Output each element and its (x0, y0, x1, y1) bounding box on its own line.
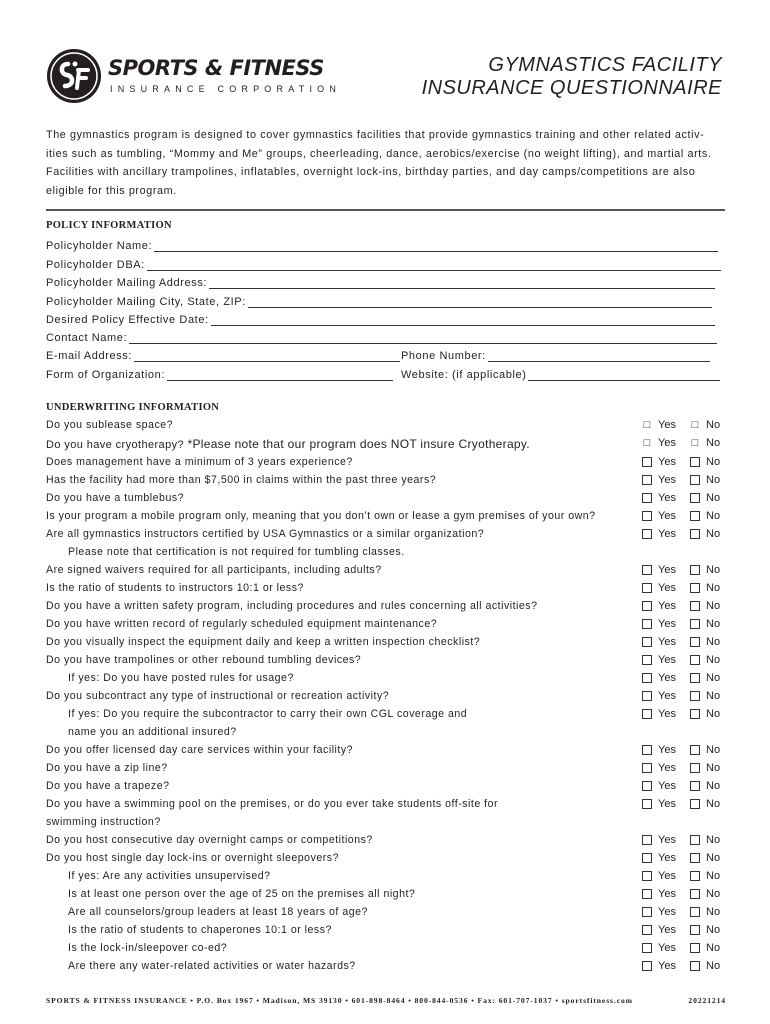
question-equipment-inspection: Do you visually inspect the equipment daily and keep a written inspection checklist? (46, 636, 481, 648)
yes-checkbox[interactable] (642, 673, 652, 683)
no-checkbox[interactable]: □ (691, 437, 699, 449)
yes-checkbox[interactable] (642, 529, 652, 539)
yes-label: Yes (658, 456, 676, 468)
yes-option[interactable] (642, 528, 676, 540)
no-label: No (706, 510, 721, 522)
no-option[interactable] (690, 582, 720, 594)
yes-option[interactable] (642, 510, 676, 522)
no-label: No (706, 744, 721, 756)
yes-label: Yes (658, 762, 676, 774)
yes-option[interactable] (642, 419, 676, 431)
no-option[interactable] (690, 924, 720, 936)
email-field[interactable] (46, 346, 400, 362)
policy-heading: POLICY INFORMATION (46, 220, 172, 231)
no-checkbox[interactable] (690, 835, 700, 845)
yes-checkbox[interactable]: □ (643, 419, 651, 431)
no-label: No (706, 834, 721, 846)
yes-option[interactable] (642, 564, 676, 576)
yes-option[interactable] (642, 456, 676, 468)
phone-field[interactable] (401, 346, 710, 362)
no-label: No (706, 600, 721, 612)
cryotherapy-note: *Please note that our program does NOT insure Cryotherapy. (187, 437, 530, 451)
question-claims-history: Has the facility had more than $7,500 in claims within the past three years? (46, 474, 437, 486)
mailing-address-field[interactable] (46, 273, 715, 289)
yes-label: Yes (658, 906, 676, 918)
no-label: No (706, 618, 721, 630)
no-option[interactable] (690, 437, 720, 449)
field-label: Contact Name: (46, 332, 128, 344)
yes-checkbox[interactable] (642, 601, 652, 611)
certification-note: Please note that certification is not required for tumbling classes. (68, 546, 405, 558)
yes-label: Yes (658, 618, 676, 630)
page-title-line-2: INSURANCE QUESTIONNAIRE (421, 77, 722, 99)
question-trapeze: Do you have a trapeze? (46, 780, 170, 792)
yes-option[interactable] (642, 672, 676, 684)
yes-option[interactable] (642, 852, 676, 864)
no-option[interactable] (690, 492, 720, 504)
no-checkbox[interactable] (690, 601, 700, 611)
no-option[interactable] (690, 852, 720, 864)
yes-option[interactable] (642, 600, 676, 612)
question-cryotherapy (46, 437, 530, 451)
question-cryotherapy-text: Do you have cryotherapy? (46, 439, 185, 451)
yes-label: Yes (658, 600, 676, 612)
no-option[interactable] (690, 780, 720, 792)
contact-name-field[interactable] (46, 328, 717, 344)
contact-name-line[interactable] (129, 333, 717, 344)
yes-label: Yes (658, 690, 676, 702)
yes-option[interactable] (642, 744, 676, 756)
no-label: No (706, 564, 721, 576)
yes-label: Yes (658, 744, 676, 756)
no-checkbox[interactable] (690, 853, 700, 863)
no-label: No (706, 924, 721, 936)
yes-option[interactable] (642, 870, 676, 882)
no-checkbox[interactable] (690, 565, 700, 575)
no-label: No (706, 960, 721, 972)
question-overnight-camps: Do you host consecutive day overnight camps or competitions? (46, 834, 373, 846)
no-option[interactable] (690, 636, 720, 648)
mailing-city-state-zip-field[interactable] (46, 292, 712, 308)
yes-checkbox[interactable] (642, 691, 652, 701)
no-checkbox[interactable] (690, 943, 700, 953)
field-label: Desired Policy Effective Date: (46, 314, 209, 326)
yes-option[interactable] (642, 762, 676, 774)
yes-option[interactable] (642, 960, 676, 972)
yes-checkbox[interactable] (642, 799, 652, 809)
no-checkbox[interactable] (690, 583, 700, 593)
yes-checkbox[interactable] (642, 745, 652, 755)
question-equipment-maintenance: Do you have written record of regularly scheduled equipment maintenance? (46, 618, 438, 630)
yes-checkbox[interactable] (642, 619, 652, 629)
effective-date-line[interactable] (211, 315, 715, 326)
yes-checkbox[interactable] (642, 925, 652, 935)
field-label: Phone Number: (401, 350, 486, 362)
policyholder-dba-line[interactable] (147, 260, 721, 271)
no-label: No (706, 474, 721, 486)
no-checkbox[interactable] (690, 529, 700, 539)
yes-option[interactable] (642, 654, 676, 666)
no-option[interactable] (690, 672, 720, 684)
no-label: No (706, 437, 721, 449)
yes-label: Yes (658, 582, 676, 594)
no-label: No (706, 852, 721, 864)
yes-label: Yes (658, 636, 676, 648)
yes-checkbox[interactable] (642, 493, 652, 503)
no-checkbox[interactable] (690, 889, 700, 899)
no-checkbox[interactable] (690, 511, 700, 521)
no-option[interactable] (690, 600, 720, 612)
question-chaperone-ratio: Is the ratio of students to chaperones 10:1 or less? (68, 924, 332, 936)
policyholder-name-field[interactable] (46, 236, 718, 252)
yes-label: Yes (658, 924, 676, 936)
policyholder-dba-field[interactable] (46, 255, 721, 271)
no-option[interactable] (690, 870, 720, 882)
yes-label: Yes (658, 798, 676, 810)
yes-label: Yes (658, 492, 676, 504)
yes-label: Yes (658, 437, 676, 449)
email-line[interactable] (134, 351, 400, 362)
no-checkbox[interactable] (690, 457, 700, 467)
no-label: No (706, 528, 721, 540)
question-instructor-ratio: Is the ratio of students to instructors 10:1 or less? (46, 582, 304, 594)
field-label: Policyholder Mailing Address: (46, 277, 208, 289)
no-label: No (706, 419, 721, 431)
yes-checkbox[interactable] (642, 475, 652, 485)
yes-option[interactable] (642, 437, 676, 449)
field-label: Policyholder Mailing City, State, ZIP: (46, 296, 246, 308)
footer-contact: SPORTS & FITNESS INSURANCE • P.O. Box 1967 • Madison, MS 39130 • 601-898-8464 • 800-844-0536 • Fax: 601-707-1037 • sportsfitness.com (46, 996, 633, 1005)
no-label: No (706, 708, 721, 720)
form-of-organization-field[interactable] (46, 365, 393, 381)
no-option[interactable] (690, 708, 720, 720)
question-safety-program: Do you have a written safety program, including procedures and rules concerning all activities? (46, 600, 538, 612)
yes-option[interactable] (642, 906, 676, 918)
no-label: No (706, 888, 721, 900)
intro-paragraph (46, 126, 726, 200)
yes-option[interactable] (642, 834, 676, 846)
no-label: No (706, 870, 721, 882)
yes-checkbox[interactable] (642, 709, 652, 719)
no-checkbox[interactable] (690, 619, 700, 629)
no-option[interactable] (690, 690, 720, 702)
yes-option[interactable] (642, 798, 676, 810)
no-option[interactable] (690, 654, 720, 666)
mailing-city-state-zip-line[interactable] (248, 297, 712, 308)
question-counselor-age: Are all counselors/group leaders at least 18 years of age? (68, 906, 368, 918)
no-label: No (706, 780, 721, 792)
no-option[interactable] (690, 528, 720, 540)
section-divider (46, 209, 725, 211)
intro-line-3: Facilities with ancillary trampolines, inflatables, overnight lock-ins, birthday parties, and day camps/competitions are also (46, 166, 696, 178)
yes-checkbox[interactable] (642, 961, 652, 971)
no-label: No (706, 654, 721, 666)
no-label: No (706, 582, 721, 594)
yes-checkbox[interactable] (642, 871, 652, 881)
yes-option[interactable] (642, 708, 676, 720)
no-checkbox[interactable] (690, 745, 700, 755)
question-adult-present: Is at least one person over the age of 25 on the premises all night? (68, 888, 416, 900)
question-co-ed: Is the lock-in/sleepover co-ed? (68, 942, 228, 954)
policyholder-name-line[interactable] (154, 241, 718, 252)
yes-label: Yes (658, 564, 676, 576)
field-label: E-mail Address: (46, 350, 133, 362)
yes-option[interactable] (642, 780, 676, 792)
question-unsupervised: If yes: Are any activities unsupervised? (68, 870, 271, 882)
yes-label: Yes (658, 510, 676, 522)
mailing-address-line[interactable] (209, 278, 715, 289)
question-day-care: Do you offer licensed day care services within your facility? (46, 744, 354, 756)
no-option[interactable] (690, 510, 720, 522)
intro-line-1: The gymnastics program is designed to cover gymnastics facilities that provide gymnastics training and other related activ- (46, 129, 705, 141)
field-label: Website: (if applicable) (401, 369, 527, 381)
yes-label: Yes (658, 870, 676, 882)
yes-option[interactable] (642, 924, 676, 936)
field-label: Policyholder DBA: (46, 259, 145, 271)
no-option[interactable] (690, 744, 720, 756)
yes-label: Yes (658, 419, 676, 431)
no-option[interactable] (690, 456, 720, 468)
yes-option[interactable] (642, 690, 676, 702)
question-sublease: Do you sublease space? (46, 419, 174, 431)
yes-option[interactable] (642, 492, 676, 504)
brand-subtitle: INSURANCE CORPORATION (110, 84, 342, 94)
yes-label: Yes (658, 960, 676, 972)
yes-label: Yes (658, 780, 676, 792)
no-label: No (706, 492, 721, 504)
no-option[interactable] (690, 798, 720, 810)
question-subcontract: Do you subcontract any type of instructional or recreation activity? (46, 690, 390, 702)
no-checkbox[interactable] (690, 691, 700, 701)
yes-checkbox[interactable] (642, 565, 652, 575)
no-checkbox[interactable] (690, 961, 700, 971)
footer (46, 996, 726, 1005)
yes-label: Yes (658, 654, 676, 666)
question-instructor-certification: Are all gymnastics instructors certified by USA Gymnastics or a similar organization? (46, 528, 485, 540)
no-label: No (706, 636, 721, 648)
question-zip-line: Do you have a zip line? (46, 762, 168, 774)
yes-checkbox[interactable]: □ (643, 437, 651, 449)
company-logo-icon (46, 48, 102, 104)
yes-checkbox[interactable] (642, 583, 652, 593)
question-tumblebus: Do you have a tumblebus? (46, 492, 185, 504)
no-checkbox[interactable] (690, 799, 700, 809)
yes-label: Yes (658, 834, 676, 846)
yes-checkbox[interactable] (642, 853, 652, 863)
no-checkbox[interactable] (690, 637, 700, 647)
footer-code: 20221214 (688, 996, 726, 1005)
no-option[interactable] (690, 834, 720, 846)
no-checkbox[interactable] (690, 925, 700, 935)
no-label: No (706, 672, 721, 684)
no-checkbox[interactable] (690, 475, 700, 485)
yes-checkbox[interactable] (642, 655, 652, 665)
no-option[interactable] (690, 906, 720, 918)
question-water-hazards: Are there any water-related activities or water hazards? (68, 960, 356, 972)
no-option[interactable] (690, 564, 720, 576)
no-checkbox[interactable]: □ (691, 419, 699, 431)
question-lock-ins: Do you host single day lock-ins or overnight sleepovers? (46, 852, 339, 864)
yes-checkbox[interactable] (642, 637, 652, 647)
page-title (422, 54, 722, 100)
question-posted-rules: If yes: Do you have posted rules for usage? (68, 672, 294, 684)
page-title-line-1: GYMNASTICS FACILITY (488, 54, 722, 76)
effective-date-field[interactable] (46, 310, 715, 326)
no-label: No (706, 762, 721, 774)
no-checkbox[interactable] (690, 907, 700, 917)
yes-checkbox[interactable] (642, 457, 652, 467)
no-option[interactable] (690, 618, 720, 630)
yes-option[interactable] (642, 474, 676, 486)
yes-option[interactable] (642, 636, 676, 648)
question-subcontractor-cgl-cont: name you an additional insured? (68, 726, 237, 738)
intro-line-2: ities such as tumbling, “Mommy and Me” groups, cheerleading, dance, aerobics/exercise (no weight lifting), and martial arts. (46, 147, 712, 160)
yes-option[interactable] (642, 582, 676, 594)
website-field[interactable] (401, 365, 720, 381)
question-signed-waivers: Are signed waivers required for all participants, including adults? (46, 564, 382, 576)
yes-label: Yes (658, 708, 676, 720)
field-label: Policyholder Name: (46, 240, 153, 252)
no-checkbox[interactable] (690, 709, 700, 719)
no-label: No (706, 690, 721, 702)
yes-option[interactable] (642, 942, 676, 954)
no-checkbox[interactable] (690, 673, 700, 683)
yes-checkbox[interactable] (642, 889, 652, 899)
question-management-experience: Does management have a minimum of 3 years experience? (46, 456, 353, 468)
brand-name: SPORTS & FITNESS (108, 56, 324, 80)
form-of-organization-line[interactable] (167, 370, 393, 381)
no-checkbox[interactable] (690, 871, 700, 881)
yes-checkbox[interactable] (642, 763, 652, 773)
yes-label: Yes (658, 852, 676, 864)
question-subcontractor-cgl: If yes: Do you require the subcontractor to carry their own CGL coverage and (68, 708, 468, 720)
no-checkbox[interactable] (690, 781, 700, 791)
yes-label: Yes (658, 528, 676, 540)
question-swimming-pool-cont: swimming instruction? (46, 816, 161, 828)
no-label: No (706, 942, 721, 954)
underwriting-heading: UNDERWRITING INFORMATION (46, 402, 220, 413)
phone-line[interactable] (488, 351, 710, 362)
no-label: No (706, 456, 721, 468)
yes-label: Yes (658, 888, 676, 900)
question-swimming-pool: Do you have a swimming pool on the premises, or do you ever take students off-site for (46, 798, 499, 810)
yes-checkbox[interactable] (642, 835, 652, 845)
field-label: Form of Organization: (46, 369, 165, 381)
yes-checkbox[interactable] (642, 511, 652, 521)
yes-checkbox[interactable] (642, 943, 652, 953)
yes-checkbox[interactable] (642, 907, 652, 917)
no-label: No (706, 798, 721, 810)
no-checkbox[interactable] (690, 763, 700, 773)
yes-option[interactable] (642, 618, 676, 630)
yes-label: Yes (658, 474, 676, 486)
intro-line-4: eligible for this program. (46, 184, 177, 197)
no-checkbox[interactable] (690, 655, 700, 665)
yes-checkbox[interactable] (642, 781, 652, 791)
yes-option[interactable] (642, 888, 676, 900)
no-option[interactable] (690, 888, 720, 900)
no-option[interactable] (690, 474, 720, 486)
no-option[interactable] (690, 419, 720, 431)
no-option[interactable] (690, 960, 720, 972)
yes-label: Yes (658, 672, 676, 684)
question-mobile-program: Is your program a mobile program only, meaning that you don’t own or lease a gym premises of your own? (46, 510, 596, 522)
no-option[interactable] (690, 942, 720, 954)
no-option[interactable] (690, 762, 720, 774)
no-checkbox[interactable] (690, 493, 700, 503)
question-trampolines: Do you have trampolines or other rebound tumbling devices? (46, 654, 362, 666)
website-line[interactable] (528, 370, 720, 381)
no-label: No (706, 906, 721, 918)
yes-label: Yes (658, 942, 676, 954)
